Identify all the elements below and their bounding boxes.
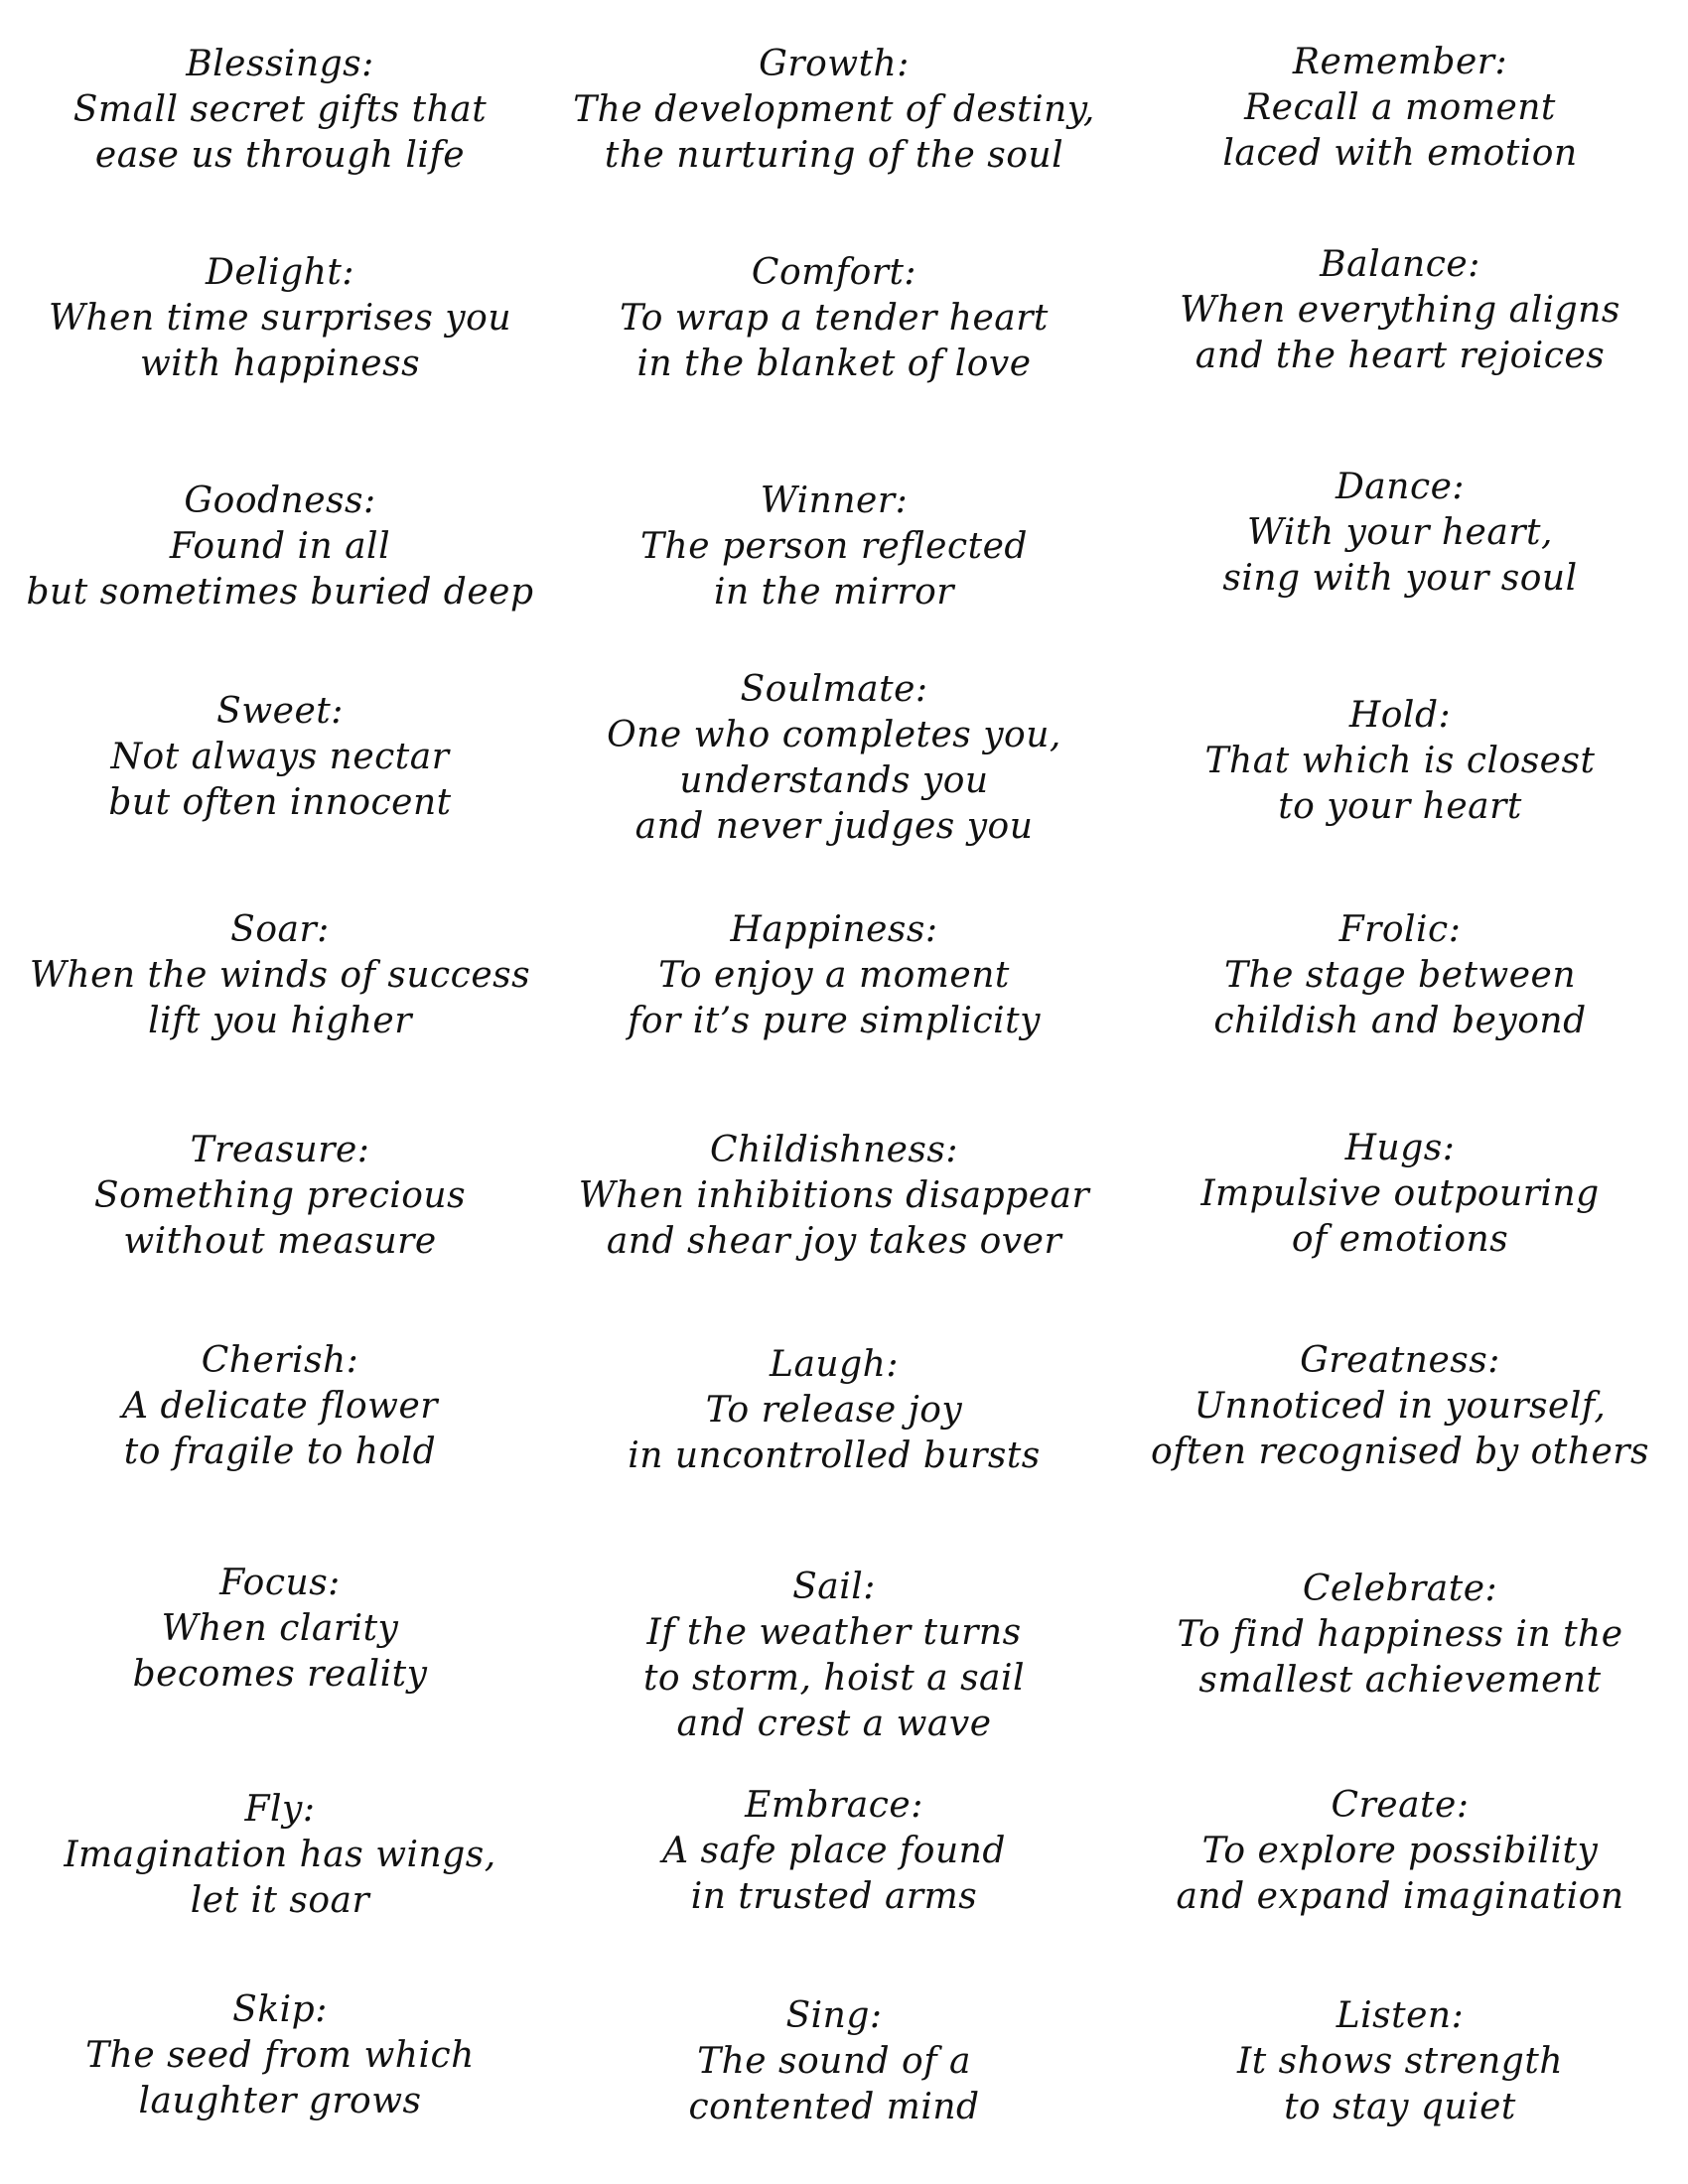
entry-delight (2, 250, 558, 387)
entry-title: Hugs: (1344, 1128, 1456, 1168)
entry-line: and never judges you (634, 806, 1034, 847)
entry-line: To explore possibility (1201, 1831, 1599, 1871)
entry-line: With your heart, (1247, 512, 1553, 553)
entry-line: for it’s pure simplicity (628, 1001, 1041, 1041)
entry-line: to storm, hoist a sail (642, 1658, 1026, 1699)
entry-line: and crest a wave (676, 1704, 992, 1744)
entry-line: in trusted arms (690, 1876, 978, 1917)
entry-line: ease us through life (94, 135, 466, 176)
entry-title: Focus: (219, 1563, 341, 1603)
entry-line: and expand imagination (1176, 1876, 1624, 1917)
entry-line: Found in all (169, 526, 391, 567)
entry-focus (2, 1561, 558, 1698)
entry-line: with happiness (139, 343, 421, 384)
entry-line: The sound of a (697, 2041, 971, 2082)
entry-line: let it soar (190, 1880, 370, 1921)
entry-title: Happiness: (730, 909, 938, 950)
entry-title: Winner: (760, 480, 909, 521)
entry-hugs (1122, 1126, 1678, 1263)
entry-line: Impulsive outpouring (1200, 1173, 1600, 1214)
entry-frolic (1122, 907, 1678, 1044)
entry-soar (2, 907, 558, 1044)
entry-title: Goodness: (184, 480, 376, 521)
entry-line: A delicate flower (122, 1386, 438, 1427)
entry-sweet (2, 689, 558, 826)
entry-line: in the blanket of love (636, 343, 1032, 384)
entry-line: When clarity (161, 1608, 399, 1649)
entry-fly (2, 1787, 558, 1924)
entry-line: but often innocent (108, 782, 452, 823)
entry-treasure (2, 1128, 558, 1265)
entry-greatness (1122, 1338, 1678, 1475)
entry-line: It shows strength (1236, 2041, 1564, 2082)
entry-line: to stay quiet (1284, 2087, 1516, 2127)
entry-line: Something precious (93, 1175, 467, 1216)
entry-line: understands you (679, 760, 989, 801)
entry-line: Small secret gifts that (72, 89, 488, 130)
entry-line: Recall a moment (1244, 87, 1556, 128)
entry-line: and shear joy takes over (606, 1221, 1062, 1262)
entry-title: Treasure: (190, 1130, 370, 1170)
entry-line: The development of destiny, (573, 89, 1095, 130)
entry-line: sing with your soul (1222, 558, 1578, 599)
entry-hold (1122, 693, 1678, 830)
entry-line: When the winds of success (29, 955, 531, 996)
entry-title: Frolic: (1338, 909, 1462, 950)
entry-line: When inhibitions disappear (578, 1175, 1090, 1216)
entry-line: childish and beyond (1213, 1001, 1587, 1041)
entry-title: Growth: (759, 44, 910, 84)
entry-line: The person reflected (640, 526, 1028, 567)
entry-happiness (556, 907, 1112, 1044)
entry-line: smallest achievement (1198, 1660, 1602, 1701)
entry-line: One who completes you, (607, 715, 1061, 755)
entry-title: Skip: (232, 1989, 328, 2030)
entry-soulmate (556, 667, 1112, 850)
entry-line: lift you higher (148, 1001, 412, 1041)
entry-cherish (2, 1338, 558, 1475)
entry-growth (556, 42, 1112, 179)
entry-line: becomes reality (132, 1654, 428, 1695)
entry-childishness (556, 1128, 1112, 1265)
entry-line: but sometimes buried deep (26, 572, 534, 613)
entry-laugh (556, 1342, 1112, 1479)
entry-title: Soulmate: (740, 669, 928, 710)
entry-sing (556, 1993, 1112, 2130)
entry-line: often recognised by others (1151, 1432, 1649, 1472)
entry-blessings (2, 42, 558, 179)
entry-line: and the heart rejoices (1195, 336, 1606, 376)
entry-celebrate (1122, 1567, 1678, 1704)
entry-goodness (2, 478, 558, 615)
entry-comfort (556, 250, 1112, 387)
entry-dance (1122, 465, 1678, 602)
entry-title: Balance: (1320, 244, 1480, 285)
entry-line: To find happiness in the (1177, 1614, 1623, 1655)
entry-line: of emotions (1291, 1219, 1509, 1260)
entry-winner (556, 478, 1112, 615)
entry-line: To release joy (705, 1390, 963, 1431)
entry-line: To enjoy a moment (658, 955, 1010, 996)
entry-line: laced with emotion (1222, 133, 1578, 174)
entry-sail (556, 1565, 1112, 1747)
entry-balance (1122, 242, 1678, 379)
entry-line: The seed from which (85, 2035, 475, 2076)
entry-line: the nurturing of the soul (604, 135, 1064, 176)
entry-skip (2, 1987, 558, 2124)
entry-line: The stage between (1223, 955, 1577, 996)
entry-line: Unnoticed in yourself, (1194, 1386, 1607, 1427)
entry-line: in uncontrolled bursts (628, 1435, 1041, 1476)
entry-title: Laugh: (770, 1344, 899, 1385)
entry-title: Dance: (1335, 467, 1466, 507)
entry-line: A safe place found (662, 1831, 1006, 1871)
entry-line: to fragile to hold (123, 1432, 437, 1472)
entry-line: When everything aligns (1180, 290, 1620, 331)
entry-line: When time surprises you (48, 298, 512, 339)
entry-title: Sweet: (216, 691, 344, 732)
entry-title: Sail: (792, 1567, 876, 1607)
entry-line: contented mind (688, 2087, 980, 2127)
entry-title: Listen: (1336, 1995, 1465, 2036)
entry-line: That which is closest (1204, 741, 1596, 781)
entry-listen (1122, 1993, 1678, 2130)
entry-title: Hold: (1348, 695, 1452, 736)
entry-title: Soar: (230, 909, 330, 950)
entry-title: Create: (1331, 1785, 1470, 1826)
entry-line: To wrap a tender heart (620, 298, 1049, 339)
entry-title: Sing: (785, 1995, 883, 2036)
entry-title: Blessings: (186, 44, 374, 84)
entry-title: Childishness: (709, 1130, 959, 1170)
entry-title: Celebrate: (1302, 1569, 1498, 1609)
entry-line: to your heart (1278, 786, 1522, 827)
entry-line: Not always nectar (110, 737, 450, 777)
entry-title: Delight: (205, 252, 355, 293)
entry-create (1122, 1783, 1678, 1920)
entry-embrace (556, 1783, 1112, 1920)
entry-title: Embrace: (745, 1785, 923, 1826)
entry-title: Greatness: (1300, 1340, 1500, 1381)
entry-line: in the mirror (714, 572, 954, 613)
entry-title: Comfort: (751, 252, 917, 293)
entry-title: Cherish: (201, 1340, 359, 1381)
entry-line: without measure (123, 1221, 437, 1262)
entry-title: Remember: (1292, 42, 1508, 82)
entry-title: Fly: (244, 1789, 316, 1830)
entry-line: Imagination has wings, (64, 1835, 496, 1875)
entry-remember (1122, 40, 1678, 177)
entry-line: If the weather turns (646, 1612, 1022, 1653)
entry-line: laughter grows (138, 2081, 422, 2121)
